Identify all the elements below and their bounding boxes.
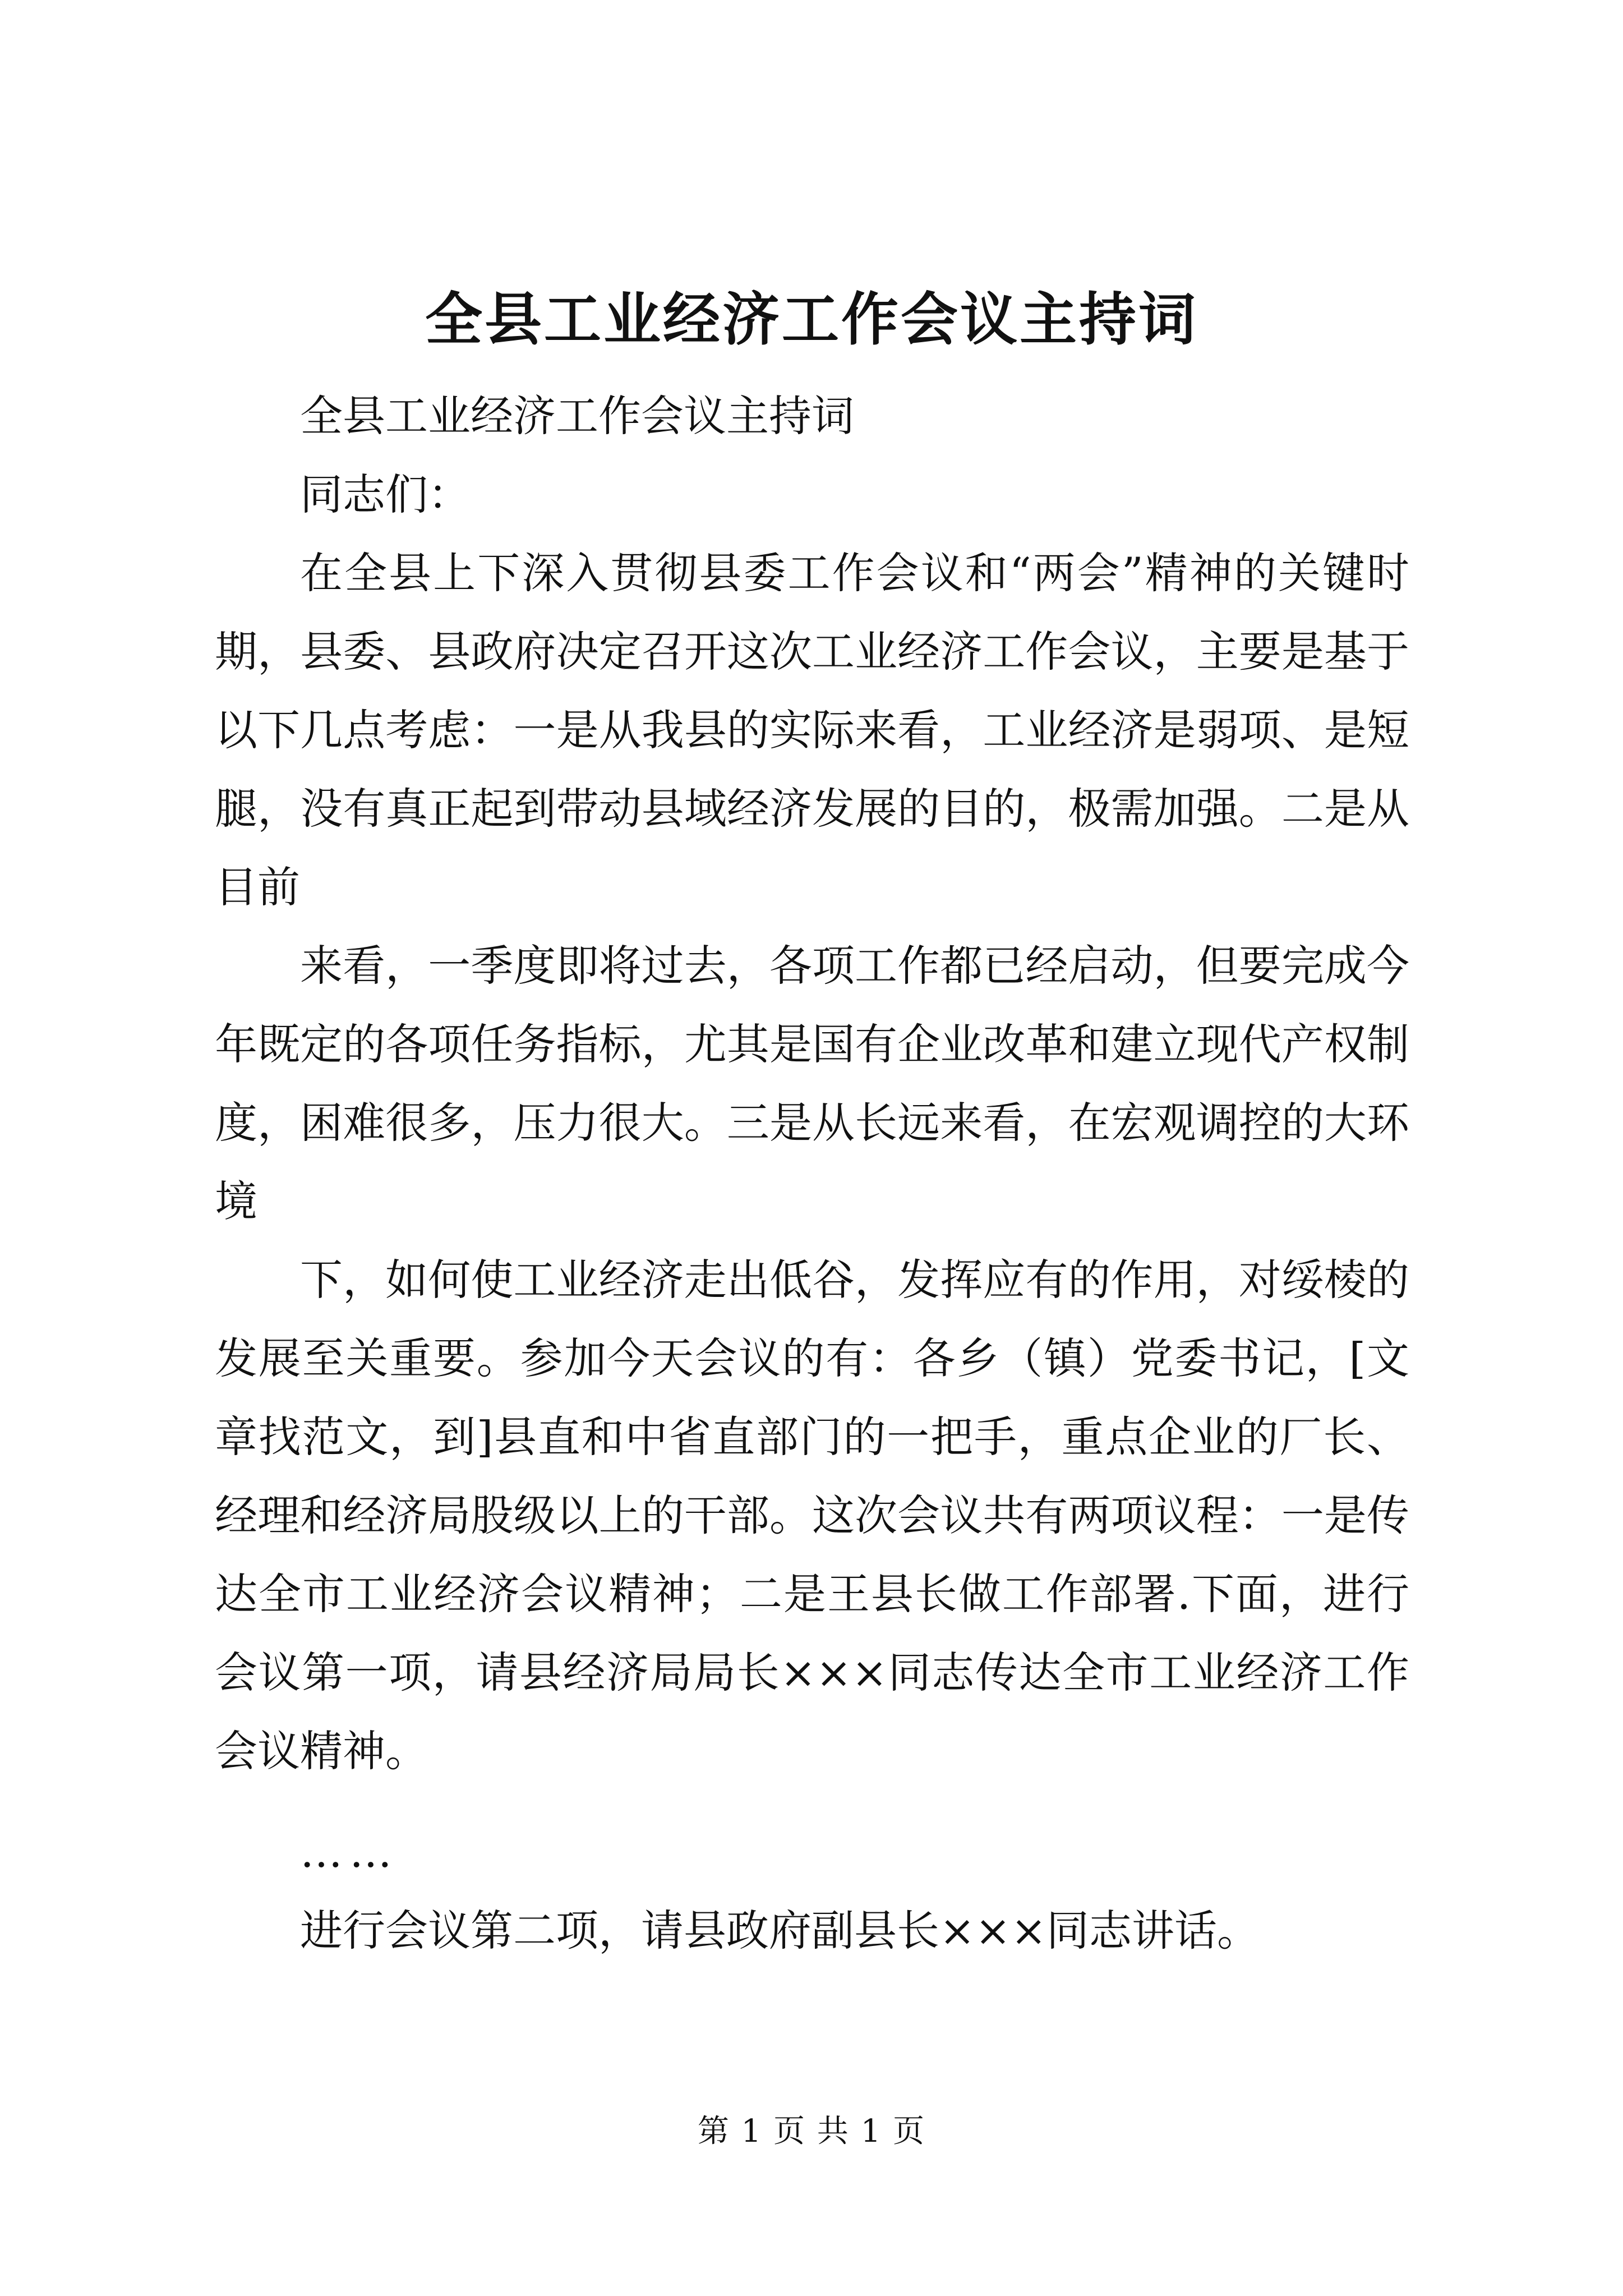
paragraph-gap (215, 1791, 1409, 1813)
body-paragraph: 进行会议第二项，请县政府副县长×××同志讲话。 (300, 1906, 1260, 1955)
body-paragraph: 在全县上下深入贯彻县委工作会议和“两会”精神的关键时期，县委、县政府决定召开这次工业经济工作会议，主要是基于以下几点考虑：一是从我县的实际来看，工业经济是弱项、是短腿，没有真正起到带动县域经济发展的目的，极需加强。二是从目前 (215, 548, 1409, 912)
document-title: 全县工业经济工作会议主持词 (425, 286, 1198, 353)
document-body (215, 377, 1409, 1970)
body-paragraph: 来看，一季度即将过去，各项工作都已经启动，但要完成今年既定的各项任务指标，尤其是国有企业改革和建立现代产权制度，困难很多，压力很大。三是从长远来看，在宏观调控的大环境 (215, 941, 1409, 1226)
ellipsis-paragraph: …… (300, 1827, 399, 1877)
body-paragraph: 下，如何使工业经济走出低谷，发挥应有的作用，对绥棱的发展至关重要。参加今天会议的有：各乡（镇）党委书记，[文章找范文，到]县直和中省直部门的一把手，重点企业的厂长、经理和经济局股级以上的干部。这次会议共有两项议程：一是传达全市工业经济会议精神；二是王县长做工作部署.下面，进行会议第一项，请县经济局局长×××同志传达全市工业经济工作会议精神。 (215, 1255, 1409, 1776)
page-footer: 第 1 页 共 1 页 (697, 2113, 926, 2150)
subtitle-paragraph: 全县工业经济工作会议主持词 (300, 391, 854, 441)
salutation-paragraph: 同志们： (300, 470, 471, 519)
